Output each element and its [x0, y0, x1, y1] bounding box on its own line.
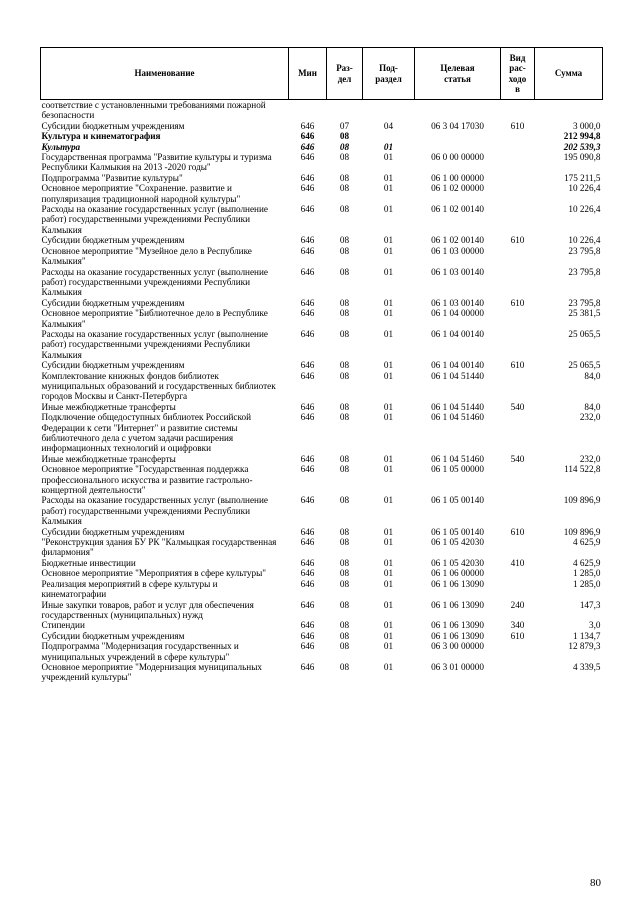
- cell-vid: [501, 142, 535, 152]
- table-header-row: [41, 48, 603, 100]
- cell-summa: 4 339,5: [572, 661, 601, 672]
- cell-razdel: 08: [339, 526, 350, 537]
- cell-summa: 84,0: [584, 370, 601, 381]
- cell-name: Основное мероприятие "Музейное дело в Республике Калмыкия": [41, 245, 252, 267]
- cell-min: 646: [300, 131, 315, 142]
- cell-name: Расходы на оказание государственных услуг (выполнение работ) государственными учреждениями Республики Калмыкия: [41, 495, 268, 527]
- cell-celevaya: 06 1 05 42030: [431, 537, 484, 548]
- cell-celevaya: 06 1 04 00140: [431, 360, 484, 371]
- cell-summa: 10 226,4: [568, 183, 601, 194]
- cell-razdel: 07: [339, 120, 350, 131]
- cell-razdel: 08: [339, 370, 350, 381]
- cell-vid: 410: [510, 557, 525, 568]
- cell-summa: 25 381,5: [568, 308, 601, 319]
- cell-vid: [501, 641, 535, 662]
- cell-name: Расходы на оказание государственных услуг (выполнение работ) государственными учреждениями Республики Калмыкия: [41, 204, 268, 235]
- cell-podrazdel: 01: [383, 183, 394, 194]
- table-row: [41, 235, 603, 245]
- cell-podrazdel: 01: [383, 204, 394, 215]
- cell-razdel: 08: [339, 328, 350, 339]
- table-row: [41, 360, 603, 370]
- cell-name: Иные межбюджетные трансферты: [41, 401, 176, 412]
- cell-summa: 1 285,0: [572, 568, 601, 579]
- cell-summa: 23 795,8: [568, 266, 601, 277]
- cell-celevaya: [415, 131, 501, 141]
- cell-vid: [501, 173, 535, 183]
- cell-celevaya: 06 1 03 00140: [431, 297, 484, 308]
- cell-razdel: 08: [339, 620, 350, 631]
- cell-name: Иные межбюджетные трансферты: [41, 453, 176, 464]
- cell-razdel: 08: [339, 412, 350, 423]
- header-podrazdel: Под- раздел: [363, 48, 415, 100]
- table-row: [41, 600, 603, 621]
- cell-vid: [501, 537, 535, 558]
- cell-podrazdel: 01: [383, 495, 394, 506]
- cell-name: Субсидии бюджетным учреждениям: [41, 235, 185, 246]
- table-row: [41, 495, 603, 526]
- cell-name: Субсидии бюджетным учреждениям: [41, 526, 185, 537]
- cell-min: 646: [300, 204, 315, 215]
- cell-razdel: 08: [339, 568, 350, 579]
- table-row: [41, 152, 603, 173]
- cell-summa: 10 226,4: [568, 204, 601, 215]
- cell-razdel: [327, 100, 363, 121]
- cell-min: 646: [300, 370, 315, 381]
- cell-celevaya: 06 1 06 13090: [431, 578, 484, 589]
- cell-vid: 610: [510, 630, 525, 641]
- cell-min: 646: [300, 235, 315, 246]
- cell-podrazdel: 01: [383, 661, 394, 672]
- cell-vid: 610: [510, 235, 525, 246]
- cell-razdel: 08: [339, 360, 350, 371]
- cell-celevaya: 06 1 04 51460: [431, 453, 484, 464]
- cell-podrazdel: 01: [383, 297, 394, 308]
- cell-summa: 25 065,5: [568, 328, 601, 339]
- cell-summa: 202 539,3: [563, 141, 601, 152]
- cell-celevaya: 06 1 06 13090: [431, 599, 484, 610]
- cell-summa: 212 994,8: [563, 131, 601, 142]
- cell-celevaya: 06 1 04 00000: [431, 308, 484, 319]
- cell-podrazdel: 01: [383, 360, 394, 371]
- cell-vid: 610: [510, 360, 525, 371]
- cell-summa: 175 211,5: [564, 172, 601, 183]
- cell-razdel: 08: [339, 630, 350, 641]
- cell-name: Основное мероприятие "Модернизация муниципальных учреждений культуры": [41, 661, 262, 683]
- cell-vid: [501, 495, 535, 526]
- cell-name: Подключение общедоступных библиотек Российской Федерации к сети "Интернет" и развитие системы библиотечного дела с учетом задачи расширения информационных технологий и оцифровки: [41, 412, 252, 454]
- cell-min: 646: [300, 464, 315, 475]
- cell-summa: 109 896,9: [563, 495, 601, 506]
- cell-vid: [501, 100, 535, 121]
- cell-vid: 540: [510, 453, 525, 464]
- budget-table-page: [40, 47, 602, 683]
- table-row: [41, 641, 603, 662]
- cell-celevaya: 06 1 04 51440: [431, 401, 484, 412]
- cell-vid: 240: [510, 599, 525, 610]
- table-row: [41, 308, 603, 329]
- cell-celevaya: 06 1 05 00140: [431, 495, 484, 506]
- cell-vid: 340: [510, 620, 525, 631]
- cell-celevaya: 06 1 00 00000: [431, 172, 484, 183]
- cell-min: 646: [300, 401, 315, 412]
- table-row: [41, 568, 603, 578]
- cell-vid: [501, 204, 535, 235]
- header-summa: Сумма: [535, 48, 603, 100]
- cell-min: 646: [300, 537, 315, 548]
- cell-razdel: 08: [339, 308, 350, 319]
- cell-razdel: 08: [339, 464, 350, 475]
- cell-name: Расходы на оказание государственных услуг (выполнение работ) государственными учреждениями Республики Калмыкия: [41, 328, 268, 360]
- cell-vid: 610: [510, 297, 525, 308]
- cell-podrazdel: 01: [383, 401, 394, 412]
- header-name: Наименование: [41, 48, 289, 100]
- cell-min: 646: [300, 245, 315, 256]
- cell-podrazdel: 01: [383, 328, 394, 339]
- cell-summa: 3 000,0: [572, 120, 601, 131]
- cell-summa: 25 065,5: [568, 360, 601, 371]
- cell-vid: [501, 568, 535, 578]
- cell-name: Субсидии бюджетным учреждениям: [41, 360, 185, 371]
- table-row: [41, 329, 603, 360]
- cell-razdel: 08: [339, 141, 350, 152]
- cell-name: Подпрограмма "Модернизация государственных и муниципальных учреждений в сфере культуры": [41, 641, 239, 662]
- cell-razdel: 08: [339, 453, 350, 464]
- cell-celevaya: 06 3 04 17030: [431, 120, 484, 131]
- cell-summa: 1 285,0: [572, 578, 601, 589]
- table-row: [41, 537, 603, 558]
- table-row: [41, 558, 603, 568]
- cell-name: Подпрограмма "Развитие культуры": [41, 172, 183, 183]
- table-row: [41, 402, 603, 412]
- cell-min: 646: [300, 266, 315, 277]
- cell-name: Государственная программа "Развитие культуры и туризма Республики Калмыкия на 2013 -2020 годы": [41, 152, 272, 173]
- cell-summa: 12 879,3: [568, 641, 601, 652]
- cell-celevaya: 06 1 05 00000: [431, 464, 484, 475]
- cell-summa: 195 090,8: [563, 152, 601, 163]
- cell-vid: [501, 308, 535, 329]
- cell-min: 646: [300, 172, 315, 183]
- cell-summa: 23 795,8: [568, 245, 601, 256]
- cell-name: Реализация мероприятий в сфере культуры и кинематографии: [41, 578, 218, 600]
- table-row: [41, 183, 603, 204]
- cell-podrazdel: 01: [383, 245, 394, 256]
- cell-min: 646: [300, 453, 315, 464]
- table-row: [41, 631, 603, 641]
- cell-podrazdel: 01: [383, 630, 394, 641]
- cell-min: 646: [300, 141, 315, 152]
- cell-min: 646: [300, 578, 315, 589]
- table-row: [41, 371, 603, 402]
- cell-min: [289, 100, 327, 121]
- table-row: [41, 454, 603, 464]
- cell-name: Основное мероприятие "Мероприятия в сфере культуры": [41, 568, 267, 579]
- cell-vid: [501, 183, 535, 204]
- cell-podrazdel: 04: [383, 120, 394, 131]
- cell-celevaya: 06 1 06 00000: [431, 568, 484, 579]
- cell-razdel: 08: [339, 266, 350, 277]
- cell-celevaya: 06 1 05 42030: [431, 557, 484, 568]
- cell-min: 646: [300, 152, 315, 163]
- cell-name: Культура: [41, 141, 81, 152]
- cell-name: "Реконструкция здания БУ РК "Калмыцкая государственная филармония": [41, 537, 277, 558]
- table-row: [41, 662, 603, 683]
- cell-name: Расходы на оказание государственных услуг (выполнение работ) государственными учреждениями Республики Калмыкия: [41, 266, 268, 298]
- cell-razdel: 08: [339, 661, 350, 672]
- cell-celevaya: 06 0 00 00000: [431, 152, 484, 163]
- cell-razdel: 08: [339, 401, 350, 412]
- cell-vid: 610: [510, 120, 525, 131]
- cell-razdel: 08: [339, 578, 350, 589]
- cell-podrazdel: 01: [383, 464, 394, 475]
- cell-vid: [501, 267, 535, 298]
- cell-celevaya: 06 1 04 00140: [431, 328, 484, 339]
- cell-summa: 232,0: [579, 412, 601, 423]
- cell-razdel: 08: [339, 557, 350, 568]
- cell-celevaya: 06 1 04 51440: [431, 370, 484, 381]
- cell-podrazdel: [363, 131, 415, 141]
- cell-vid: [501, 246, 535, 267]
- cell-vid: [501, 412, 535, 454]
- cell-razdel: 08: [339, 297, 350, 308]
- cell-razdel: 08: [339, 172, 350, 183]
- cell-podrazdel: 01: [383, 537, 394, 548]
- cell-summa: 23 795,8: [568, 297, 601, 308]
- table-row: [41, 464, 603, 495]
- cell-name: Стипендии: [41, 620, 85, 631]
- cell-podrazdel: 01: [383, 266, 394, 277]
- cell-podrazdel: 01: [383, 526, 394, 537]
- cell-summa: 10 226,4: [568, 235, 601, 246]
- cell-celevaya: 06 3 01 00000: [431, 661, 484, 672]
- cell-razdel: 08: [339, 183, 350, 194]
- cell-summa: 84,0: [584, 401, 601, 412]
- header-vid: Вид рас- ходо в: [501, 48, 535, 100]
- table-row: [41, 204, 603, 235]
- table-row: [41, 579, 603, 600]
- cell-razdel: 08: [339, 204, 350, 215]
- cell-vid: [501, 464, 535, 495]
- table-row: [41, 100, 603, 121]
- cell-podrazdel: 01: [383, 152, 394, 163]
- cell-vid: 610: [510, 526, 525, 537]
- cell-podrazdel: 01: [383, 141, 394, 152]
- cell-name: соответствие с установленными требованиями пожарной безопасности: [41, 100, 266, 121]
- cell-podrazdel: 01: [383, 568, 394, 579]
- header-razdel: Раз- дел: [327, 48, 363, 100]
- cell-min: 646: [300, 297, 315, 308]
- cell-min: 646: [300, 120, 315, 131]
- cell-min: 646: [300, 620, 315, 631]
- cell-min: 646: [300, 360, 315, 371]
- cell-razdel: 08: [339, 641, 350, 652]
- table-row: [41, 620, 603, 630]
- cell-min: 646: [300, 557, 315, 568]
- cell-podrazdel: 01: [383, 599, 394, 610]
- cell-razdel: 08: [339, 495, 350, 506]
- page-number: 80: [590, 877, 601, 889]
- cell-podrazdel: 01: [383, 578, 394, 589]
- cell-celevaya: 06 1 06 13090: [431, 620, 484, 631]
- table-row: [41, 173, 603, 183]
- cell-min: 646: [300, 412, 315, 423]
- cell-summa: 4 625,9: [572, 537, 601, 548]
- cell-summa: 114 522,8: [564, 464, 601, 475]
- header-celevaya: Целевая статья: [415, 48, 501, 100]
- table-row: [41, 246, 603, 267]
- budget-table: [40, 47, 603, 683]
- cell-celevaya: [415, 142, 501, 152]
- cell-razdel: 08: [339, 152, 350, 163]
- cell-min: 646: [300, 526, 315, 537]
- cell-celevaya: 06 3 00 00000: [431, 641, 484, 652]
- cell-celevaya: 06 1 02 00140: [431, 235, 484, 246]
- header-min: Мин: [289, 48, 327, 100]
- cell-vid: 540: [510, 401, 525, 412]
- cell-celevaya: [415, 100, 501, 121]
- cell-razdel: 08: [339, 235, 350, 246]
- cell-name: Субсидии бюджетным учреждениям: [41, 630, 185, 641]
- cell-summa: [535, 100, 603, 121]
- cell-celevaya: 06 1 04 51460: [431, 412, 484, 423]
- cell-min: 646: [300, 630, 315, 641]
- cell-vid: [501, 152, 535, 173]
- cell-summa: 232,0: [579, 453, 601, 464]
- cell-celevaya: 06 1 02 00000: [431, 183, 484, 194]
- table-row: [41, 267, 603, 298]
- table-row: [41, 142, 603, 152]
- cell-name: Бюджетные инвестиции: [41, 557, 136, 568]
- cell-vid: [501, 371, 535, 402]
- cell-podrazdel: 01: [383, 370, 394, 381]
- cell-vid: [501, 662, 535, 683]
- table-row: [41, 298, 603, 308]
- cell-min: 646: [300, 661, 315, 672]
- cell-name: Культура и кинематография: [41, 131, 161, 142]
- cell-name: Комплектование книжных фондов библиотек муниципальных образований и государственных библиотек городов Москвы и Санкт-Петербурга: [41, 370, 276, 402]
- cell-celevaya: 06 1 03 00000: [431, 245, 484, 256]
- table-row: [41, 121, 603, 131]
- cell-podrazdel: 01: [383, 557, 394, 568]
- cell-celevaya: 06 1 05 00140: [431, 526, 484, 537]
- cell-min: 646: [300, 495, 315, 506]
- cell-min: 646: [300, 183, 315, 194]
- cell-podrazdel: 01: [383, 641, 394, 652]
- cell-celevaya: 06 1 06 13090: [431, 630, 484, 641]
- table-body: [41, 100, 603, 683]
- cell-razdel: 08: [339, 131, 350, 142]
- cell-podrazdel: 01: [383, 620, 394, 631]
- cell-name: Субсидии бюджетным учреждениям: [41, 120, 185, 131]
- cell-name: Основное мероприятие "Библиотечное дело в Республике Калмыкия": [41, 308, 268, 329]
- cell-razdel: 08: [339, 599, 350, 610]
- cell-name: Иные закупки товаров, работ и услуг для обеспечения государственных (муниципальных) нужд: [41, 599, 254, 620]
- cell-podrazdel: 01: [383, 412, 394, 423]
- cell-vid: [501, 579, 535, 600]
- cell-summa: 4 625,9: [572, 557, 601, 568]
- cell-summa: 3,0: [589, 620, 601, 631]
- cell-min: 646: [300, 308, 315, 319]
- cell-celevaya: 06 1 02 00140: [431, 204, 484, 215]
- cell-podrazdel: 01: [383, 453, 394, 464]
- cell-summa: 109 896,9: [563, 526, 601, 537]
- cell-podrazdel: 01: [383, 172, 394, 183]
- cell-name: Субсидии бюджетным учреждениям: [41, 297, 185, 308]
- cell-min: 646: [300, 568, 315, 579]
- cell-podrazdel: 01: [383, 308, 394, 319]
- cell-min: 646: [300, 599, 315, 610]
- cell-vid: [501, 329, 535, 360]
- cell-name: Основное мероприятие "Государственная поддержка профессионального искусства и развитие гастрольно-концертной деятельности": [41, 464, 253, 496]
- cell-min: 646: [300, 328, 315, 339]
- cell-razdel: 08: [339, 537, 350, 548]
- cell-razdel: 08: [339, 245, 350, 256]
- cell-summa: 1 134,7: [572, 630, 601, 641]
- cell-name: Основное мероприятие "Сохранение. развитие и популяризация традиционной народной культуры": [41, 183, 241, 204]
- table-row: [41, 412, 603, 454]
- table-row: [41, 527, 603, 537]
- cell-vid: [501, 131, 535, 141]
- table-row: [41, 131, 603, 141]
- cell-min: 646: [300, 641, 315, 652]
- cell-celevaya: 06 1 03 00140: [431, 266, 484, 277]
- cell-podrazdel: [363, 100, 415, 121]
- cell-summa: 147,3: [579, 599, 601, 610]
- cell-podrazdel: 01: [383, 235, 394, 246]
